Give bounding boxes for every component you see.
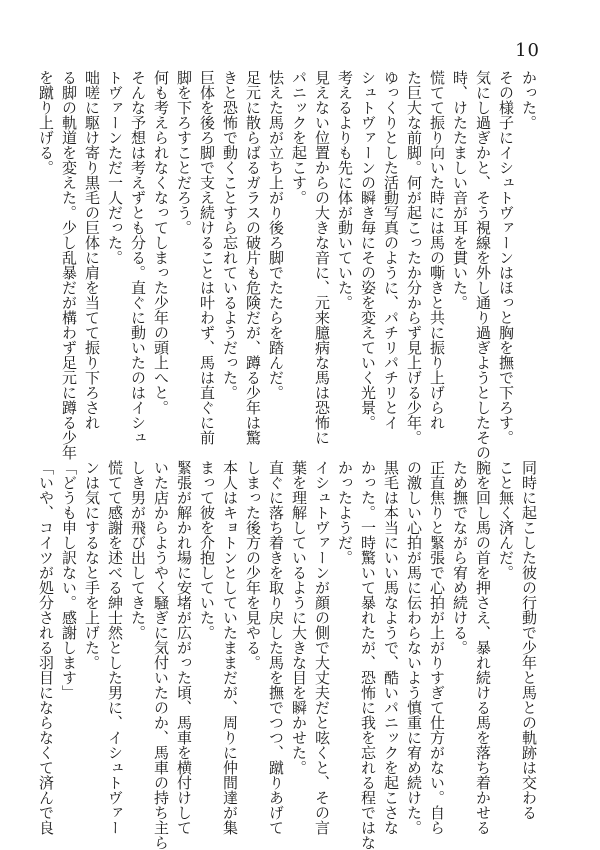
text-line: を蹴り上げる。 [37,70,55,175]
text-line: シュトヴァーンの瞬き毎にその姿を変えていく光景。 [359,70,377,430]
text-line: トヴァーンただ一人だった。 [106,70,124,265]
page-number: 10 [515,40,540,61]
text-line: その様子にイシュトヴァーンはほっと胸を撫で下ろす。 [497,70,515,445]
text-line: た巨大な前脚。何が起こったか分からず見上げる少年。 [405,70,423,445]
text-line: ンは気にするなと手を上げた。 [83,460,101,670]
text-line: 何も考えられなくなってしまった少年の頭上へと。 [152,70,170,415]
text-line: 時、けたたましい音が耳を貫いた。 [451,70,469,310]
text-line: 脚を下ろすことだろう。 [175,70,193,235]
text-line: 正直焦りと緊張で心拍が上がりすぎて仕方がない。自ら [428,460,446,835]
text-line: 気にし過ぎかと、そう視線を外し通り過ぎようとしたその [474,70,492,460]
text-line: 足元に散らばるガラスの破片も危険だが、蹲る少年は驚 [244,70,262,445]
text-line: イシュトヴァーンが顔の側で大丈夫だと呟くと、その言 [313,460,331,835]
text-line: 咄嗟に駆け寄り黒毛の巨体に肩を当てて振り下ろされ [83,70,101,430]
text-line: 「いや、コイツが処分される羽目にならなくて済んで良 [37,460,55,835]
text-line: こと無く済んだ。 [497,460,515,580]
text-line: 「どうも申し訳ない。感謝します」 [60,460,78,700]
text-line: そんな予想は考えずとも分る。直ぐに動いたのはイシュ [129,70,147,445]
text-line: 葉を理解しているように大きな目を瞬かせた。 [290,460,308,775]
text-line: 慌てて振り向いた時には馬の嘶きと共に振り上げられ [428,70,446,430]
text-line: まって彼を介抱していた。 [198,460,216,640]
text-line: 直ぐに落ち着きを取り戻した馬を撫でつつ、蹴りあげて [267,460,285,835]
body-text-bottom [37,460,540,850]
body-text-top [37,70,540,460]
text-line: 怯えた馬が立ち上がり後ろ脚でたたらを踏んだ。 [267,70,285,400]
text-line: かったようだ。 [336,460,354,565]
text-line: しまった後方の少年を見やる。 [244,460,262,670]
text-line: ため撫でながら宥め続ける。 [451,460,469,655]
text-line: かった。一時驚いて暴れたが、恐怖に我を忘れる程ではな [359,460,377,850]
text-line: 同時に起こした彼の行動で少年と馬との軌跡は交わる [520,460,538,820]
text-line: 本人はキョトンとしていたままだが、周りに仲間達が集 [221,460,239,835]
text-line: る脚の軌道を変えた。少し乱暴だが構わず足元に蹲る少年 [60,70,78,460]
text-line: ゆっくりとした活動写真のように、パチリパチリとイ [382,70,400,430]
text-line: かった。 [520,70,538,130]
text-line: 見えない位置からの大きな音に、元来臆病な馬は恐怖に [313,70,331,445]
text-line: 巨体を後ろ脚で支え続けることは叶わず、馬は直ぐに前 [198,70,216,445]
text-line: いた店からようやく騒ぎに気付いたのか、馬車の持ち主ら [152,460,170,850]
text-line: きと恐怖で動くことすら忘れているようだった。 [221,70,239,400]
text-line: 緊張が解かれ場に安堵が広がった頃、馬車を横付けして [175,460,193,835]
text-line: 考えるよりも先に体が動いていた。 [336,70,354,310]
text-line: 黒毛は本当にいい馬なようで、酷いパニックを起こさな [382,460,400,835]
text-line: の激しい心拍が馬に伝わらないよう慎重に宥め続けた。 [405,460,423,835]
text-line: 腕を回し馬の首を押さえ、暴れ続ける馬を落ち着かせる [474,460,492,835]
text-line: しき男が飛び出してきた。 [129,460,147,640]
text-line: 慌てて感謝を述べる紳士然とした男に、イシュトヴァー [106,460,124,835]
text-line: パニックを起こす。 [290,70,308,205]
